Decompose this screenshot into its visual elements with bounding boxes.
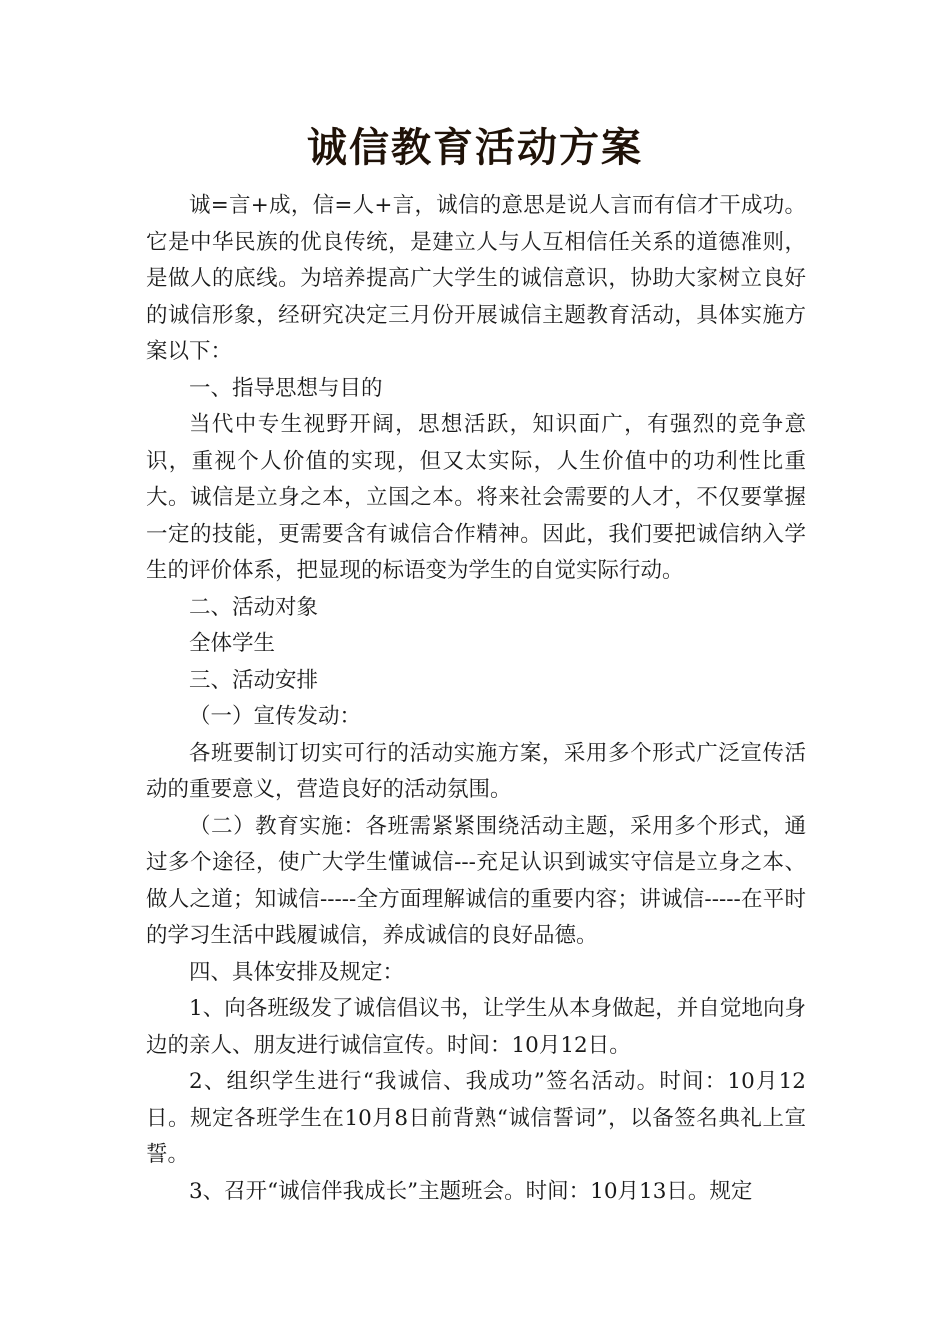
subsection-heading-1: （一）宣传发动： xyxy=(189,704,362,729)
document-title: 诚信教育活动方案 xyxy=(307,125,643,171)
paragraph-education: （二）教育实施：各班需紧紧围绕活动主题，采用多个形式，通过多个途径，使广大学生懂诚信---充足认识到诚实守信是立身之本、做人之道；知诚信-----全方面理解诚信的重要内容；讲诚信-----在平时的学习生活中践履诚信，养成诚信的良好品德。 xyxy=(146,813,806,948)
paragraph-publicity: 各班要制订切实可行的活动实施方案，采用多个形式广泛宣传活动的重要意义，营造良好的活动氛围。 xyxy=(146,740,806,802)
list-item-2: 2、组织学生进行“我诚信、我成功”签名活动。时间：10月12日。规定各班学生在10月8日前背熟“诚信誓词”，以备签名典礼上宣誓。 xyxy=(146,1069,806,1167)
paragraph-intro: 诚=言+成，信=人+言，诚信的意思是说人言而有信才干成功。它是中华民族的优良传统，是建立人与人互相信任关系的道德准则，是做人的底线。为培养提高广大学生的诚信意识，协助大家树立良好的诚信形象，经研究决定三月份开展诚信主题教育活动，具体实施方案以下： xyxy=(146,193,806,364)
list-item-1: 1、向各班级发了诚信倡议书，让学生从本身做起，并自觉地向身边的亲人、朋友进行诚信宣传。时间：10月12日。 xyxy=(146,996,806,1058)
section-heading-1: 一、指导思想与目的 xyxy=(189,375,383,401)
section-heading-2: 二、活动对象 xyxy=(189,594,319,620)
list-item-3: 3、召开“诚信伴我成长”主题班会。时间：10月13日。规定 xyxy=(189,1178,753,1204)
paragraph-guiding-thought: 当代中专生视野开阔，思想活跃，知识面广，有强烈的竞争意识，重视个人价值的实现，但又太实际，人生价值中的功利性比重大。诚信是立身之本，立国之本。将来社会需要的人才，不仅要掌握一定的技能，更需要含有诚信合作精神。因此，我们要把诚信纳入学生的评价体系，把显现的标语变为学生的自觉实际行动。 xyxy=(146,412,806,583)
paragraph-target: 全体学生 xyxy=(189,631,276,656)
section-heading-4: 四、具体安排及规定： xyxy=(189,959,405,985)
document-body xyxy=(146,188,806,1210)
section-heading-3: 三、活动安排 xyxy=(189,667,319,693)
